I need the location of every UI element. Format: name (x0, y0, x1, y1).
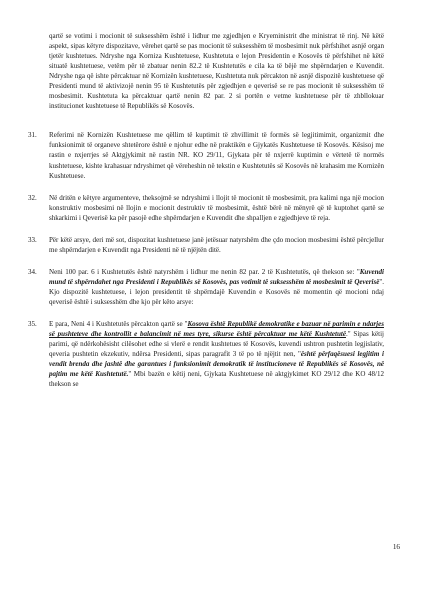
paragraph-31 (28, 130, 384, 180)
paragraph-number: 34. (28, 267, 37, 276)
paragraph-text: E para, Neni 4 i Kushtetutës përcakton qartë se " (49, 320, 188, 329)
paragraph-number: 33. (28, 235, 37, 244)
paragraph-text: qartë se votimi i mocionit të suksesshëm është i lidhur me zgjedhjen e Kryeministrit dhe ministrat të rinj. Në këtë aspekt, sipas këtyre dispozitave, vërehet qartë se pas mocionit të suksesshëm të mosbesimit nuk përfshihet asnjë organ tjetër kushtetues. Ndryshe nga Korniza Kushtetuese, Kushtetuta e lejon Presidentin e Kosovës të përfshihet në këtë situatë kushtetuese, vetëm për të zbatuar nenin 82.2 të Kushtetutës e cila ka të bëjë me shpërndarjen e Kuvendit. Ndryshe nga që ishte përcaktuar në Kornizën kushtetuese, Kushtetuta nuk përcakton në asnjë dispozitë kushtetuese që Presidenti mund të aktivizojë nenin 95 të Kushtetutës për zgjedhjen e qeverisë se re pas mocionit të suksesshëm të mosbesimit. Kushtetuta ka përcaktuar qartë nenin 82 par. 2 si portën e vetme kushtetuese për të zhbllokuar institucionet kushtetuese të Republikës së Kosovës. (49, 32, 384, 111)
paragraph-number: 35. (28, 320, 37, 329)
document-body (28, 31, 384, 401)
paragraph-32 (28, 193, 384, 223)
paragraph-continued (28, 31, 384, 111)
paragraph-text: ." Sipas këtij parimi, që ndërkohësisht cilësohet edhe si vlerë e rendit kushtetues të Kosovës, kuvendi ushtron pushtetin legjislativ, qeveria pushtetin ekzekutiv, ndërsa Presidenti, sipas paragrafit 3 të po të njëjtit nen, " (49, 330, 384, 359)
paragraph-33 (28, 235, 384, 255)
paragraph-number: 31. (28, 131, 37, 140)
paragraph-text: Për këtë arsye, deri më sot, dispozitat kushtetuese janë jetësuar natyrshëm dhe çdo mocion mosbesimi është përcjellur me shpërndarjen e Kuvendit nga Presidenti në të njëjtën ditë. (49, 235, 384, 254)
paragraph-text: " Mbi bazën e këtij neni, Gjykata Kushtetuese në aktgjykimet KO 29/12 dhe KO 48/12 thekson se (49, 370, 384, 389)
quoted-constitution-text: Kuvendi mund të shpërndahet nga Presidenti i Republikës së Kosovës, pas votimit të suksesshëm të mosbesimit të Qeverisë (49, 267, 384, 286)
paragraph-text: Në dritën e këtyre argumenteve, theksojmë se ndryshimi i llojit të mocionit të mosbesimit, pra kalimi nga një mocion konstruktiv mosbesimi në llojin e mocionit destruktiv të mosbesimit, është bërë në mënyrë që të kuptohet qartë se shkarkimi i Qeverisë ka për pasojë edhe shpërndarjen e Kuvendit dhe shpalljen e zgjedhjeve të reja. (49, 193, 384, 222)
quoted-constitution-text: Kosova është Republikë demokratike e bazuar në parimin e ndarjes së pushteteve dhe kontrollit e balancimit në mes tyre, sikurse është përcaktuar me këtë Kushtetutë (49, 320, 384, 339)
paragraph-34 (28, 267, 384, 307)
paragraph-text: ". Kjo dispozitë kushtetuese, i lejon presidentit të shpërndajë Kuvendin e Kosovës në momentin që mocioni ndaj qeverisë është i suksesshëm dhe kjo për këto arsye: (49, 277, 384, 306)
paragraph-text: Referimi në Kornizën Kushtetuese me qëllim të kuptimit të zhvillimit të formës së legjitimimit, organizmit dhe funksionimit të organeve shtetërore është e njohur edhe në praktikën e Gjykatës Kushtetuese të Kosovës. Kësisoj me rastin e nxjerrjes së Aktgjykimit në rastin NR. KO 29/11, Gjykata për të nxjerrë kuptimin e vërtetë të normës kushtetuese, kishte krahasuar ndryshimet që vëreheshin në tekstin e Kushtetutës së Kosovës në krahasim me Kornizën Kushtetuese. (49, 131, 384, 180)
paragraph-text: Neni 100 par. 6 i Kushtetutës është natyrshëm i lidhur me nenin 82 par. 2 të Kushtetutës, që thekson se: " (49, 267, 360, 276)
paragraph-35 (28, 319, 384, 389)
quoted-constitution-text: është përfaqësuesi legjitim i vendit brenda dhe jashtë dhe garantues i funksionimit demokratik të institucioneve të Republikës së Kosovës, në pajtim me këtë Kushtetutë. (49, 350, 385, 379)
page-number: 16 (392, 543, 400, 551)
paragraph-number: 32. (28, 193, 37, 202)
